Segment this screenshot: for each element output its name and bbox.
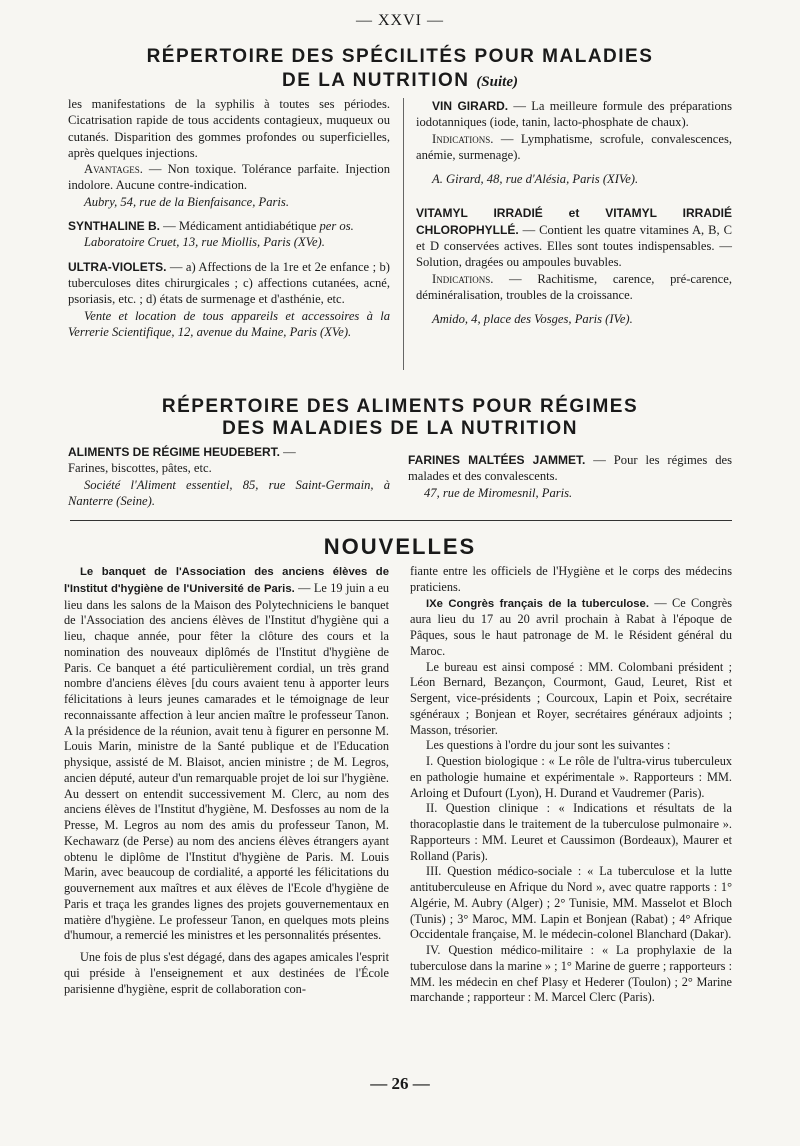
section1-suite: (Suite) (476, 74, 518, 90)
ultraviolets-paragraph (68, 259, 390, 308)
advantages-paragraph (68, 161, 390, 194)
ultraviolets-name: ULTRA-VIOLETS. (68, 259, 167, 274)
section1-right-column (416, 98, 732, 328)
indications2-text: — Rachitisme, carence, pré-carence, déminéralisation, troubles de la croissance. (416, 271, 732, 302)
section1-left-column (68, 96, 390, 340)
indications2-paragraph (416, 271, 732, 304)
heudebert-name-line (68, 444, 390, 460)
roman-page-number: — XXVI — (356, 12, 444, 29)
question-biologique: I. Question biologique : « Le rôle de l'ultra-virus tuberculeux en pathologie humaine et expérimentale ». Rapporteurs : MM. Arloing et Dufourt (Lyon), H. Durand et Vaudremer (Paris). (410, 754, 732, 800)
esprit-paragraph: Une fois de plus s'est dégagé, dans des agapes amicales l'esprit qui préside à l'enseignement et aux destinées de l'École parisienne d'hygiène, esprit de collaboration con- (64, 950, 389, 996)
section2-title-line2: DES MALADIES DE LA NUTRITION (222, 418, 578, 439)
heudebert-text: Farines, biscottes, pâtes, etc. (68, 461, 212, 476)
question-medico-sociale: III. Question médico-sociale : « La tuberculose et la lutte antituberculeuse en Afrique du Nord », avec quatre rapports : 1° Algérie, M. Aubry (Alger) ; 2° Tunisie, MM. Masselot et Bloch (Tunis) ; 3° Maroc, MM. Lapin et Bonjean (Rabat) ; 4° Afrique Occidentale française, M. le médecin-colonel Blanchard (Dakar). (410, 864, 732, 942)
banquet-heading: Le banquet de l'Association des anciens élèves de l'Institut d'hygiène de l'Université de Paris. (64, 566, 389, 595)
vitamyl-paragraph (416, 205, 732, 270)
column-divider (403, 98, 404, 370)
jammet-name: FARINES MALTÉES JAMMET. (408, 453, 586, 467)
vin-girard-paragraph (416, 98, 732, 131)
heudebert-dash: — (280, 445, 296, 459)
vitamyl-name: VITAMYL IRRADIÉ et VITAMYL IRRADIÉ CHLOROPHYLLÉ. (416, 206, 732, 237)
bureau-paragraph: Le bureau est ainsi composé : MM. Colombani président ; Léon Bernard, Bezançon, Courmont, Gaud, Leuret, Rist et Sergent, vice-présidents ; Courcoux, Lapin et Poix, secrétaire sgénéraux ; Bonjean et Royer, secrétaires généraux adjoints ; Masson, trésorier. (410, 659, 732, 737)
indications1-label: Indications. (432, 131, 494, 146)
aubry-address: Aubry, 54, rue de la Bienfaisance, Paris. (84, 194, 289, 209)
congres-heading: IXe Congrès français de la tuberculose. (426, 597, 649, 610)
banquet-text: — Le 19 juin a eu lieu dans les salons de la Maison des Polytechniciens le banquet de l'Association des anciens élèves de l'Institut d'hygiène qui a lieu, chaque année, pour fêter la clôture des cours et la nomination des nouveaux diplômés de l'Institut d'hygiène de Paris. Ce banquet a été particulièrement cordial, un très grand nombre d'anciens élèves [du cours avaient tenu à apporter leurs félicitations à leurs jeunes camarades et le témoignage de leur reconnaissante affection à leur ancien maître le professeur Tanon. A la présidence de la réunion, avait tenu à figurer en personne M. Louis Marin, ministre de la Santé publique et de l'Education physique, assisté de M. Blaisot, ancien ministre ; de M. Legros, ancien député, auteur d'un remarquable projet de loi sur l'hygiène. Au dessert on entendit successivement M. Clerc, au nom des anciens élèves de l'Institut d'hygiène, M. Desfosses au nom de la Presse, M. Legros au nom des amis du professeur Tanon, M. Kechawarz (de Perse) au nom des anciens élèves étrangers ayant obtenu le diplôme de l'Institut d'hygiène de Paris. M. Louis Marin, avec beaucoup de cordialité, a apporté les félicitations du gouvernement aux maîtres et aux élèves de l'Ecole d'hygiène de Paris et traça les grandes lignes des projets gouvernementaux en matière d'hygiène. Le professeur Tanon, en quelques mots pleins d'humour, a remercié les ministres et les personnalités présentes. (64, 580, 389, 943)
indications1-text: — Lymphatisme, scrofule, convalescences, anémie, surmenage). (416, 131, 732, 162)
nouvelles-right-column (410, 564, 732, 1006)
jammet-address: 47, rue de Miromesnil, Paris. (424, 485, 573, 500)
section1-title-text: DE LA NUTRITION (282, 70, 470, 91)
section1-title-line2 (0, 70, 800, 93)
synthaline-text: — Médicament antidiabétique (160, 219, 320, 234)
cruet-address: Laboratoire Cruet, 13, rue Miollis, Paris (XVe). (84, 235, 325, 250)
vin-girard-name: VIN GIRARD. (432, 99, 509, 113)
nouvelles-left-column (64, 564, 389, 997)
ultraviolets-text: — a) Affections de la 1re et 2e enfance ; b) tuberculoses dites chirurgicales ; c) affections cutanées, acné, psoriasis, etc. ; d) états de surmenage et d'asthénie, etc. (68, 259, 390, 307)
jammet-text: — Pour les régimes des malades et des convalescents. (408, 453, 732, 484)
advantages-label: Avantages. (84, 162, 143, 177)
advantages-text: — Non toxique. Tolérance parfaite. Injection indolore. Aucune contre-indication. (68, 162, 390, 193)
page-number: — 26 — (370, 1074, 430, 1093)
girard-address: A. Girard, 48, rue d'Alésia, Paris (XIVe). (432, 172, 639, 187)
syphilis-paragraph: les manifestations de la syphilis à toutes ses périodes. Cicatrisation rapide de tous accidents contagieux, muqueux ou cutanés. Disparition des gommes profondes ou superficielles, après quelques injections. (68, 97, 390, 160)
continuation-paragraph: fiante entre les officiels de l'Hygiène et le corps des médecins praticiens. (410, 564, 732, 594)
vitamyl-text: — Contient les quatre vitamines A, B, C et D conservées actives. Elles sont toutes indispensables. — Solution, dragées ou ampoules buvables. (416, 222, 732, 270)
synthaline-per-os: per os. (319, 219, 354, 234)
nouvelles-title: NOUVELLES (323, 534, 477, 559)
heudebert-address: Société l'Aliment essentiel, 85, rue Saint-Germain, à Nanterre (Seine). (68, 477, 390, 508)
question-medico-militaire: IV. Question médico-militaire : « La prophylaxie de la tuberculose dans la marine » ; 1° Marine de guerre ; rapporteurs : MM. les médecin en chef Plasy et Hederer (Toulon) ; 2° Marine marchande ; rapporteur : M. Marcel Clerc (Paris). (410, 943, 732, 1005)
indications2-label: Indications. (432, 271, 494, 286)
questions-intro: Les questions à l'ordre du jour sont les suivantes : (426, 738, 671, 753)
banquet-paragraph (64, 564, 389, 944)
section-separator-rule (70, 520, 732, 521)
indications1-paragraph (416, 131, 732, 164)
synthaline-paragraph (68, 218, 390, 234)
section2-left-column (68, 444, 390, 509)
congres-text: — Ce Congrès aura lieu du 17 au 20 avril prochain à Rabat à l'époque de Pâques, sous le haut patronage de M. le Résident général du Maroc. (410, 595, 732, 658)
question-clinique: II. Question clinique : « Indications et résultats de la thoracoplastie dans le traitement de la tuberculose pulmonaire ». Rapporteurs : MM. Leuret et Caussimon (Bordeaux), Maurer et Rolland (Paris). (410, 801, 732, 863)
section2-title-line1: RÉPERTOIRE DES ALIMENTS POUR RÉGIMES (161, 396, 639, 417)
vin-girard-text: — La meilleure formule des préparations iodotanniques (iode, tanin, lacto-phosphate de chaux). (416, 99, 732, 130)
heudebert-name: ALIMENTS DE RÉGIME HEUDEBERT. (68, 445, 281, 459)
jammet-paragraph (408, 452, 732, 485)
amido-address: Amido, 4, place des Vosges, Paris (IVe). (432, 312, 633, 327)
congres-paragraph (410, 596, 732, 660)
synthaline-name: SYNTHALINE B. (68, 219, 161, 234)
section1-title-line1: RÉPERTOIRE DES SPÉCILITÉS POUR MALADIES (146, 46, 654, 67)
verrerie-address: Vente et location de tous appareils et accessoires à la Verrerie Scientifique, 12, avenue du Maine, Paris (XVe). (68, 308, 390, 339)
section2-right-column (408, 452, 732, 501)
